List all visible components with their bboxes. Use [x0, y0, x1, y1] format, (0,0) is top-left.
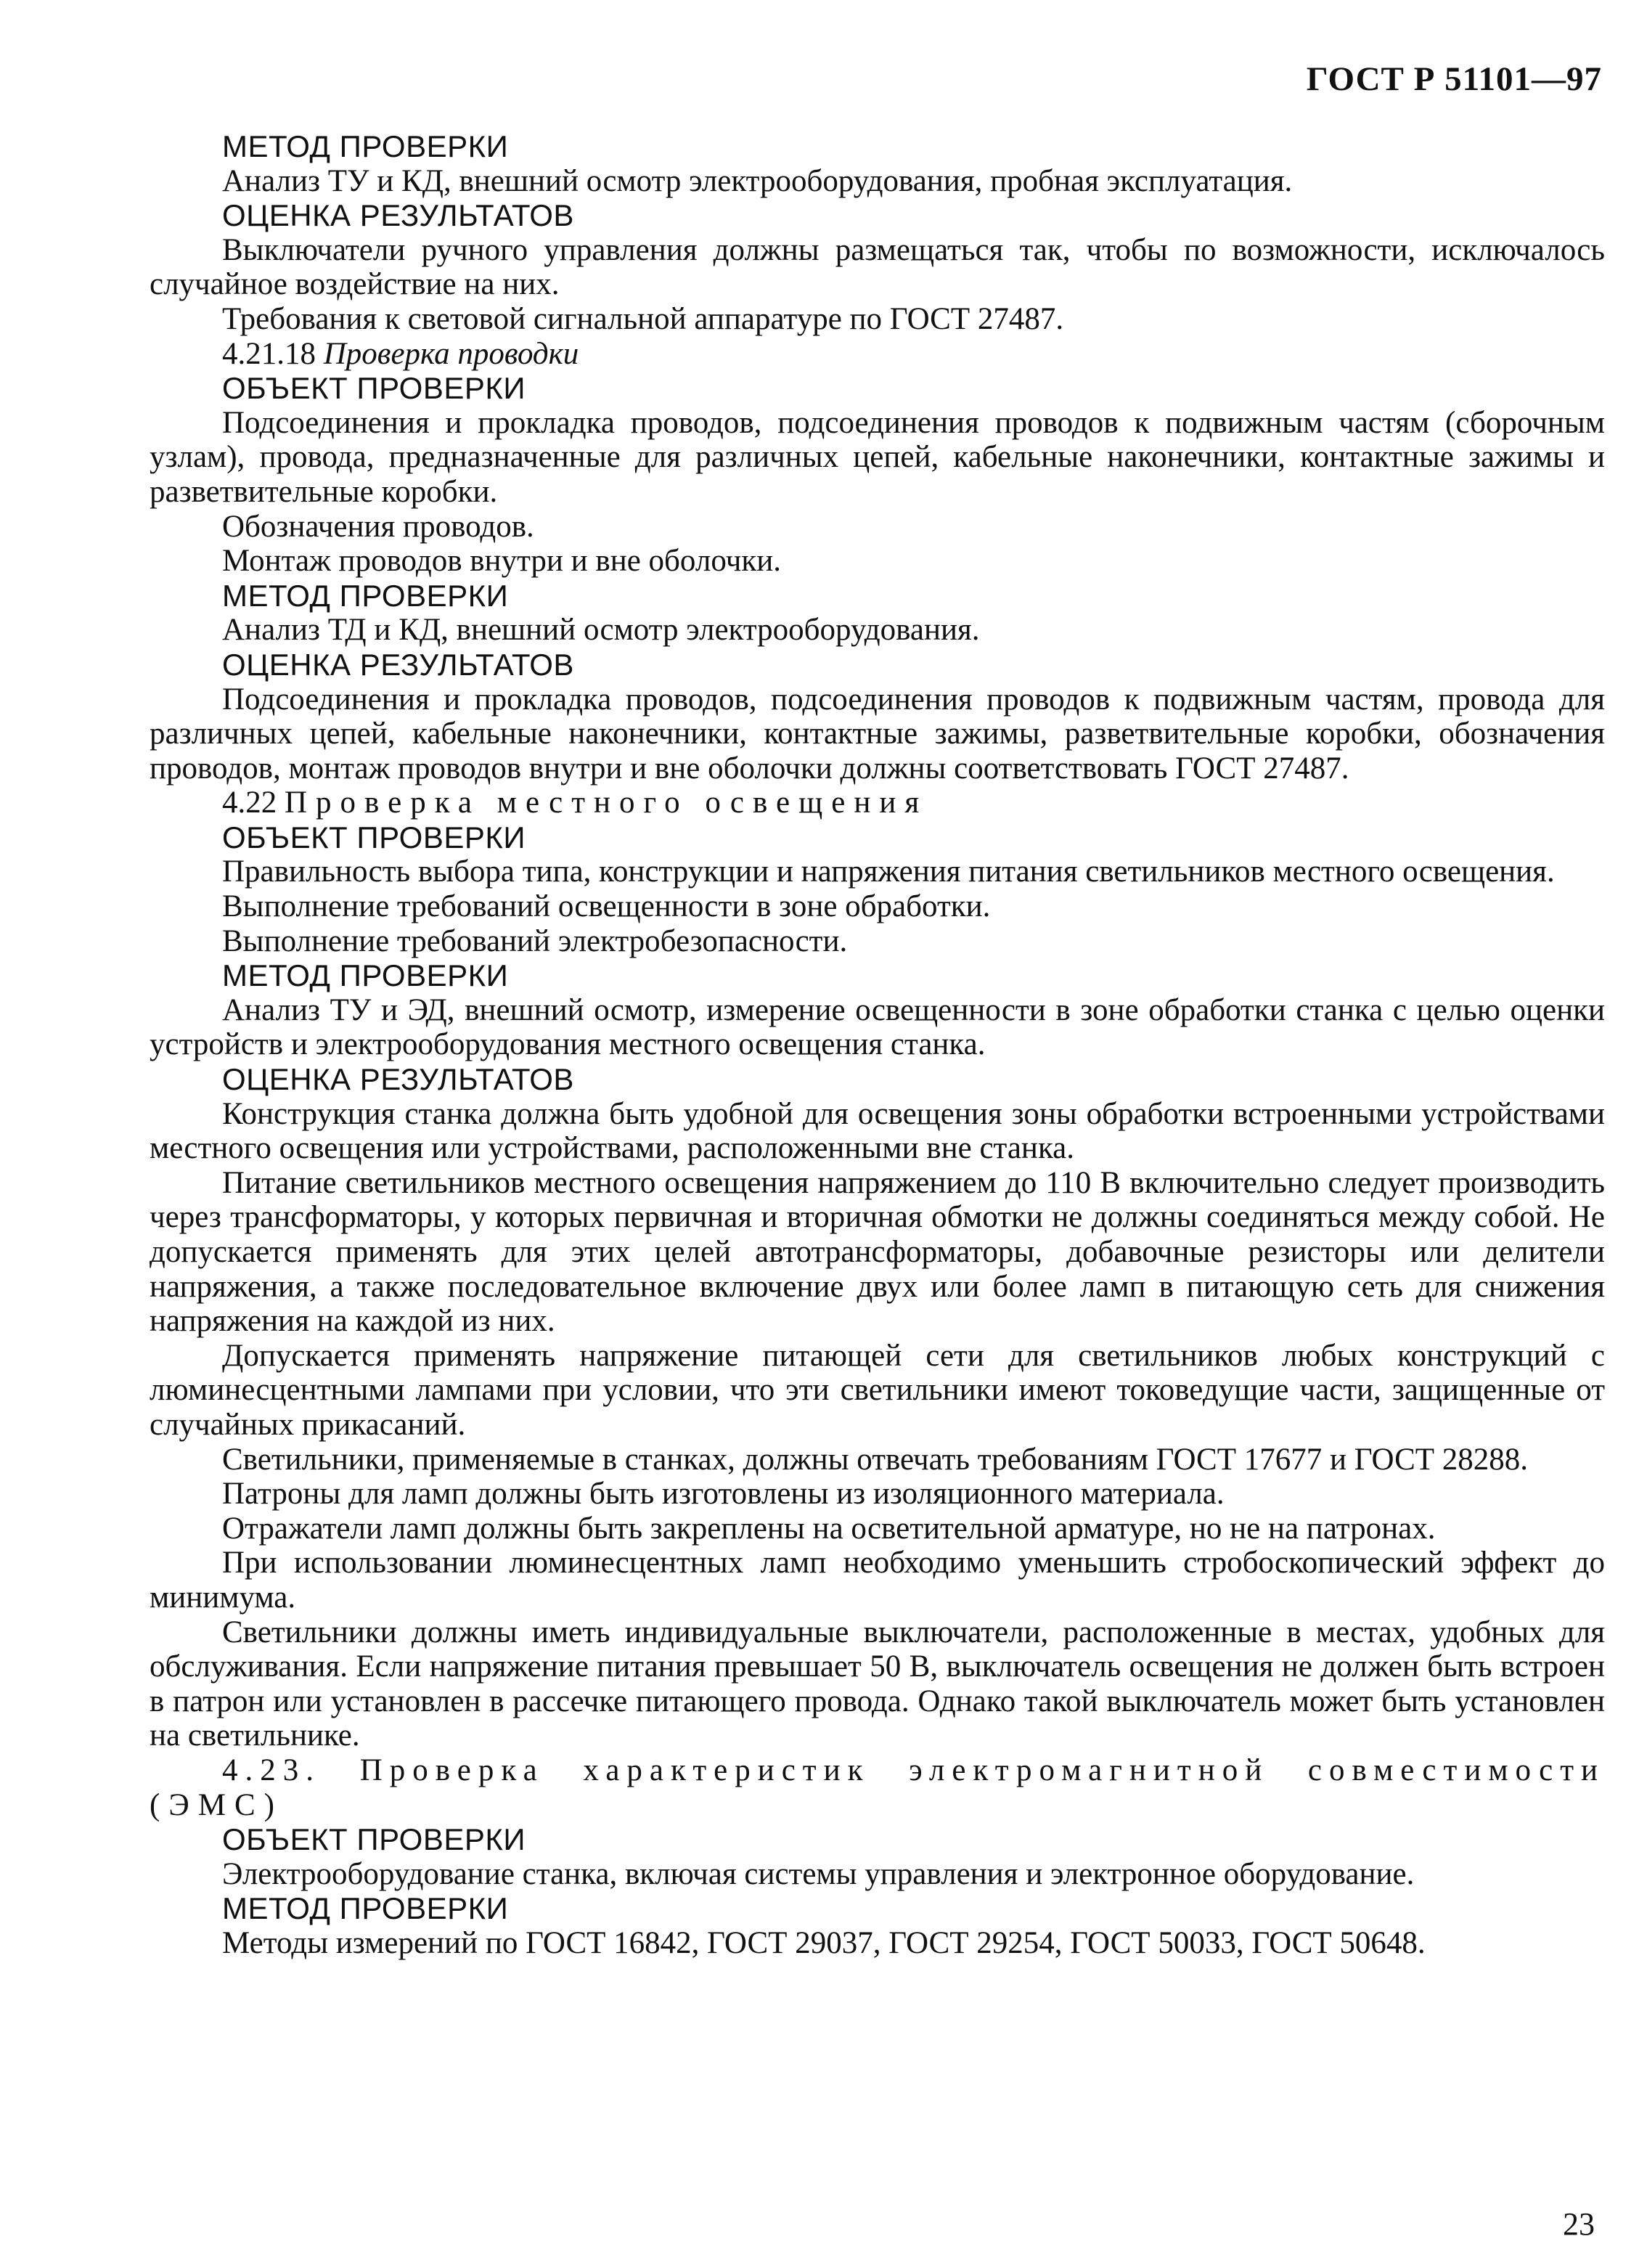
paragraph: Анализ ТД и КД, внешний осмотр электрооборудования. [222, 613, 980, 648]
section-heading [150, 1753, 1605, 1822]
section-title: Проверка местного освещения [285, 786, 928, 820]
subheading: ОБЪЕКТ ПРОВЕРКИ [222, 1822, 526, 1857]
subheading: МЕТОД ПРОВЕРКИ [222, 1891, 509, 1926]
paragraph: Светильники, применяемые в станках, должны отвечать требованиям ГОСТ 17677 и ГОСТ 28288. [222, 1442, 1529, 1477]
subheading: МЕТОД ПРОВЕРКИ [222, 129, 509, 163]
paragraph: Монтаж проводов внутри и вне оболочки. [222, 544, 781, 579]
paragraph: Конструкция станка должна быть удобной для освещения зоны обработки встроенными устройствами местного освещения или устройствами, расположенными вне станка. [150, 1096, 1605, 1166]
subheading: МЕТОД ПРОВЕРКИ [222, 958, 509, 993]
subheading: ОЦЕНКА РЕЗУЛЬТАТОВ [222, 1062, 574, 1097]
paragraph: Выполнение требований электробезопасности. [222, 923, 848, 958]
section-heading [222, 786, 1605, 820]
paragraph: Выключатели ручного управления должны размещаться так, чтобы по возможности, исключалось случайное воздействие на них. [150, 232, 1605, 302]
page-number: 23 [1563, 2206, 1595, 2242]
paragraph: Отражатели ламп должны быть закреплены на осветительной арматуре, но не на патронах. [222, 1511, 1436, 1546]
subheading: ОЦЕНКА РЕЗУЛЬТАТОВ [222, 198, 574, 233]
subheading: ОЦЕНКА РЕЗУЛЬТАТОВ [222, 647, 574, 682]
section-heading [222, 337, 1605, 372]
paragraph: Питание светильников местного освещения напряжением до 110 В включительно следует производить через трансформаторы, у которых первичная и вторичная обмотки не должны соединяться между собой. Не допускается применять для этих целей автотрансформаторы, добавочные резисторы или делители напряжения, а также последовательное включение двух или более ламп в питающую сеть для снижения напряжения на каждой из них. [150, 1165, 1605, 1339]
paragraph: Анализ ТУ и ЭД, внешний осмотр, измерение освещенности в зоне обработки станка с целью оценки устройств и электрооборудования местного освещения станка. [150, 992, 1605, 1062]
paragraph: Допускается применять напряжение питающей сети для светильников любых конструкций с люминесцентными лампами при условии, что эти светильники имеют токоведущие части, защищенные от случайных прикасаний. [150, 1338, 1605, 1442]
subheading: МЕТОД ПРОВЕРКИ [222, 578, 509, 613]
paragraph: Обозначения проводов. [222, 509, 534, 544]
paragraph: Анализ ТУ и КД, внешний осмотр электрооборудования, пробная эксплуатация. [222, 163, 1293, 198]
section-title: Проверка проводки [323, 336, 579, 371]
paragraph: Методы измерений по ГОСТ 16842, ГОСТ 29037, ГОСТ 29254, ГОСТ 50033, ГОСТ 50648. [222, 1925, 1426, 1960]
paragraph: Электрооборудование станка, включая системы управления и электронное оборудование. [222, 1856, 1415, 1891]
subheading: ОБЪЕКТ ПРОВЕРКИ [222, 820, 526, 854]
paragraph: Выполнение требований освещенности в зоне обработки. [222, 889, 991, 924]
document-header: ГОСТ Р 51101—97 [1306, 60, 1602, 98]
section-number: 4.21.18 [222, 336, 316, 371]
document-body [150, 129, 1605, 1960]
subheading: ОБЪЕКТ ПРОВЕРКИ [222, 371, 526, 406]
section-title-line1: 4.23. Проверка характеристик электромагнитной совместимости [222, 1753, 1605, 1787]
paragraph: Патроны для ламп должны быть изготовлены из изоляционного материала. [222, 1477, 1225, 1512]
paragraph: Светильники должны иметь индивидуальные выключатели, расположенные в местах, удобных для обслуживания. Если напряжение питания превышает 50 В, выключатель освещения не должен быть встроен в патрон или установлен в рассечке питающего провода. Однако такой выключатель может быть установлен на светильнике. [150, 1615, 1605, 1753]
paragraph: Подсоединения и прокладка проводов, подсоединения проводов к подвижным частям (сборочным узлам), провода, предназначенные для различных цепей, кабельные наконечники, контактные зажимы и разветвительные коробки. [150, 405, 1605, 509]
paragraph: Подсоединения и прокладка проводов, подсоединения проводов к подвижным частям, провода для различных цепей, кабельные наконечники, контактные зажимы, разветвительные коробки, обозначения проводов, монтаж проводов внутри и вне оболочки должны соответствовать ГОСТ 27487. [150, 682, 1605, 786]
paragraph: Правильность выбора типа, конструкции и напряжения питания светильников местного освещения. [222, 854, 1555, 889]
section-title-line2: (ЭМС) [150, 1787, 283, 1822]
paragraph: При использовании люминесцентных ламп необходимо уменьшить стробоскопический эффект до минимума. [150, 1546, 1605, 1615]
paragraph: Требования к световой сигнальной аппаратуре по ГОСТ 27487. [222, 301, 1064, 336]
section-number: 4.22 [222, 786, 277, 820]
